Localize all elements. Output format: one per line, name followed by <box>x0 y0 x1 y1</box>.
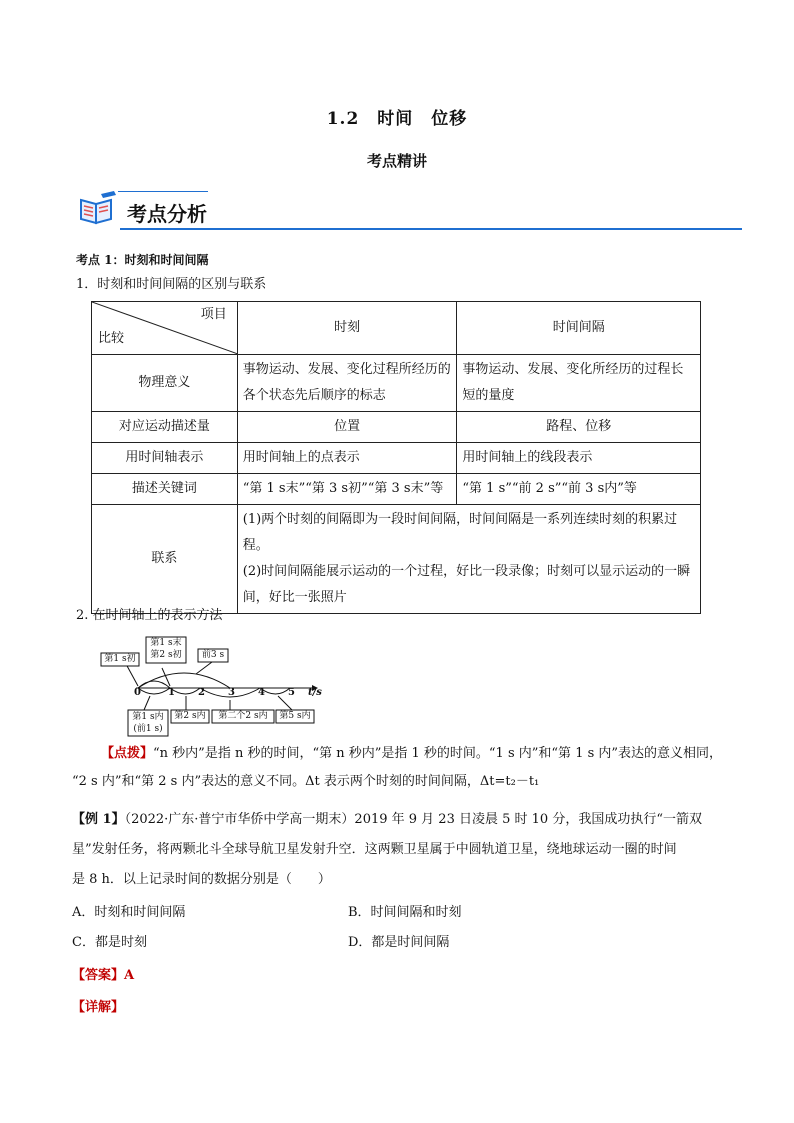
corner-bottom-label: 比较 <box>98 331 125 346</box>
table-row <box>92 505 701 614</box>
row-cell-moment: “第 1 s末”“第 3 s初”“第 3 s末”等 <box>237 474 457 505</box>
box-within-1s-line2: (前1 s) <box>133 724 163 734</box>
box-second-2s: 第二个2 s内 <box>218 711 268 721</box>
table-row <box>92 443 701 474</box>
row-label: 用时间轴表示 <box>92 443 238 474</box>
tick-label: 1 <box>168 687 175 698</box>
row-label: 描述关键词 <box>92 474 238 505</box>
answer-value: A <box>124 968 135 983</box>
example-line-1 <box>72 806 702 834</box>
option-b: B．时间间隔和时刻 <box>348 905 462 920</box>
banner-rule <box>120 228 742 230</box>
link-paragraph-2: (2)时间间隔能展示运动的一个过程，好比一段录像；时刻可以显示运动的一瞬间，好比一张照片 <box>242 564 691 605</box>
tick-label: 0 <box>134 687 141 698</box>
table-corner-cell <box>92 302 238 355</box>
row-cell-moment: 用时间轴上的点表示 <box>237 443 457 474</box>
link-cell <box>237 505 700 614</box>
row-label: 物理意义 <box>92 355 238 412</box>
row-cell-interval: “第 1 s”“前 2 s”“前 3 s内”等 <box>457 474 701 505</box>
tip-label: 【点拨】 <box>101 746 154 761</box>
tick-label: 3 <box>228 687 235 698</box>
example-line-3: 是 8 h．以上记录时间的数据分别是（ ） <box>72 872 331 887</box>
box-first-s-start: 第1 s初 <box>104 654 136 664</box>
time-axis-diagram <box>100 634 330 738</box>
tick-label: 2 <box>198 687 205 698</box>
row-cell-interval: 路程、位移 <box>457 412 701 443</box>
option-c: C．都是时刻 <box>72 935 147 950</box>
box-within-1s-line1: 第1 s内 <box>132 712 164 722</box>
section1-heading: 1．时刻和时间间隔的区别与联系 <box>76 277 267 292</box>
tick-label: 4 <box>258 687 265 698</box>
axis-unit: t/s <box>308 687 322 698</box>
book-icon <box>78 190 118 226</box>
section2-heading: 2. 在时间轴上的表示方法 <box>76 608 223 623</box>
option-d: D．都是时间间隔 <box>348 935 450 950</box>
table-header-interval: 时间间隔 <box>457 302 701 355</box>
row-cell-moment: 位置 <box>237 412 457 443</box>
box-first-s-end-line1: 第1 s末 <box>150 638 182 648</box>
link-paragraph-1: (1)两个时刻的间隔即为一段时间间隔，时间间隔是一系列连续时刻的积累过程。 <box>242 512 678 553</box>
box-within-5th-s: 第5 s内 <box>279 711 311 721</box>
example-line-2: 星”发射任务，将两颗北斗全球导航卫星发射升空．这两颗卫星属于中圆轨道卫星，绕地球运动一圈的时间 <box>72 842 677 857</box>
kaodian-label: 考点 1：时刻和时间间隔 <box>76 253 209 267</box>
detail-label: 【详解】 <box>72 1000 125 1015</box>
example-text-1: （2022·广东·普宁市华侨中学高一期末）2019 年 9 月 23 日凌晨 5 时 10 分，我国成功执行“一箭双 <box>124 812 702 827</box>
tip-line-1 <box>101 740 722 768</box>
row-cell-interval: 事物运动、发展、变化所经历的过程长短的量度 <box>457 355 701 412</box>
table-header-moment: 时刻 <box>237 302 457 355</box>
banner-top-rule <box>118 191 208 192</box>
table-row <box>92 474 701 505</box>
box-first-s-end <box>146 637 186 661</box>
answer-line <box>72 962 134 990</box>
row-label: 对应运动描述量 <box>92 412 238 443</box>
row-label: 联系 <box>92 505 238 614</box>
tick-label: 5 <box>288 687 295 698</box>
option-a: A．时刻和时间间隔 <box>72 905 186 920</box>
table-row <box>92 412 701 443</box>
tip-line-2: “2 s 内”和“第 2 s 内”表达的意义不同。Δt 表示两个时刻的时间间隔，Δt=t₂－t₁ <box>72 774 540 789</box>
tip-text-1: “n 秒内”是指 n 秒的时间，“第 n 秒内”是指 1 秒的时间。“1 s 内”和“第 1 s 内”表达的意义相同， <box>153 746 723 761</box>
box-within-1s <box>128 711 168 735</box>
table-row <box>92 355 701 412</box>
box-first-3s: 前3 s <box>201 650 225 660</box>
page-subtitle: 考点精讲 <box>366 152 427 170</box>
row-cell-moment: 事物运动、发展、变化过程所经历的各个状态先后顺序的标志 <box>237 355 457 412</box>
box-first-s-end-line2: 第2 s初 <box>150 650 182 660</box>
banner-heading: 考点分析 <box>127 202 207 226</box>
page-title: 1.2 时间 位移 <box>326 109 468 129</box>
answer-label: 【答案】 <box>72 968 125 983</box>
comparison-table <box>91 301 701 614</box>
box-within-2nd-s: 第2 s内 <box>174 711 206 721</box>
row-cell-interval: 用时间轴上的线段表示 <box>457 443 701 474</box>
corner-top-label: 项目 <box>200 307 227 322</box>
example-label: 【例 1】 <box>72 812 125 827</box>
